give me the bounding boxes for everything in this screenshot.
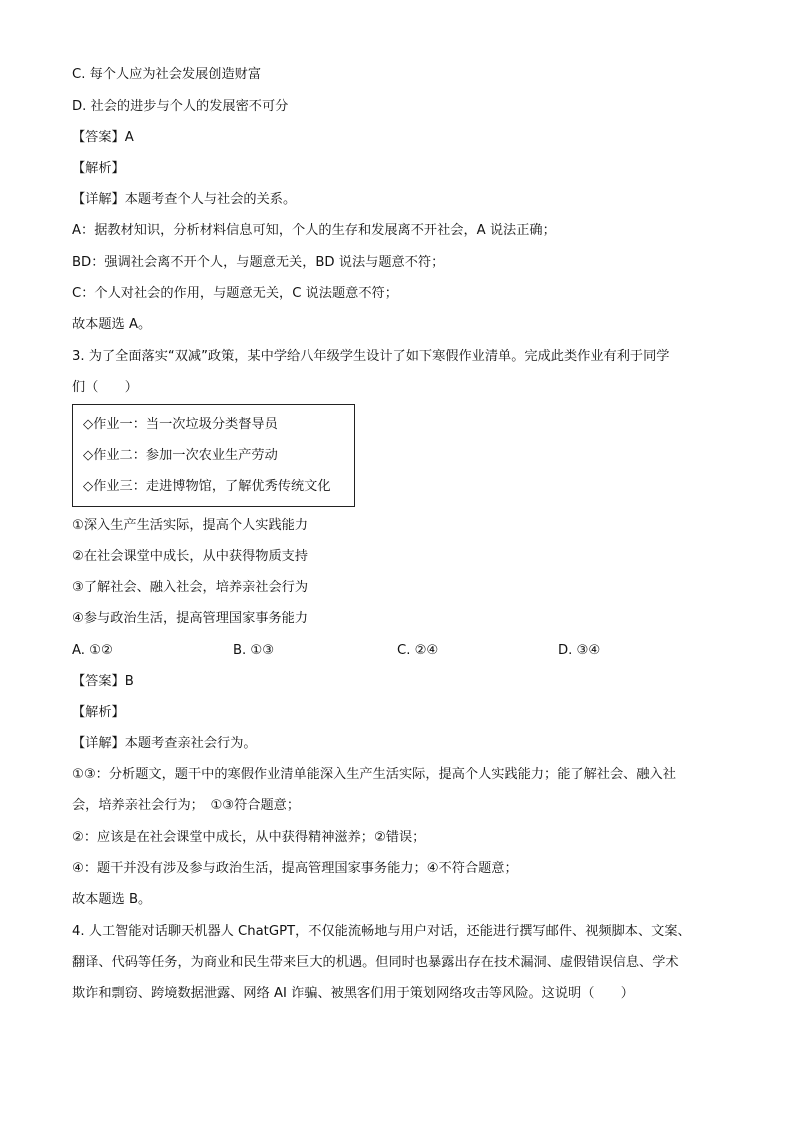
statement-4: ④参与政治生活，提高管理国家事务能力 xyxy=(72,611,309,626)
q4-stem-line1: 4. 人工智能对话聊天机器人 ChatGPT，不仅能流畅地与用户对话，还能进行撰写邮件、视频脚本、文案、 xyxy=(72,924,691,939)
statement-3: ③了解社会、融入社会，培养亲社会行为 xyxy=(72,580,309,595)
choice-b: B. ①③ xyxy=(233,643,275,658)
homework-item: ◇作业二：参加一次农业生产劳动 xyxy=(83,448,278,463)
q3-detail-text: 【详解】本题考查亲社会行为。 xyxy=(72,736,257,751)
statement-2: ②在社会课堂中成长，从中获得物质支持 xyxy=(72,549,309,564)
q3-stem-line2: 们（ ） xyxy=(72,380,138,395)
q3-analysis-title: 【解析】 xyxy=(72,705,125,720)
explanation-bd: BD：强调社会离不开个人，与题意无关，BD 说法与题意不符； xyxy=(72,255,445,270)
choice-a: A. ①② xyxy=(72,643,113,658)
q4-stem-line2: 翻译、代码等任务，为商业和民生带来巨大的机遇。但同时也暴露出存在技术漏洞、虚假错误信息、学术 xyxy=(72,955,679,970)
homework-list-box xyxy=(72,404,355,507)
analysis-title: 【解析】 xyxy=(72,161,125,176)
q3-answer-label: 【答案】B xyxy=(72,674,134,689)
choice-d: D. ③④ xyxy=(558,643,601,658)
q3-explanation-13-line2: 会，培养亲社会行为； ①③符合题意； xyxy=(72,798,301,813)
explanation-c: C：个人对社会的作用，与题意无关，C 说法题意不符； xyxy=(72,286,398,301)
homework-item: ◇作业一：当一次垃圾分类督导员 xyxy=(83,417,278,432)
explanation-a: A：据教材知识，分析材料信息可知，个人的生存和发展离不开社会，A 说法正确； xyxy=(72,223,556,238)
option-d: D. 社会的进步与个人的发展密不可分 xyxy=(72,99,289,114)
homework-item: ◇作业三：走进博物馆，了解优秀传统文化 xyxy=(83,479,331,494)
choice-c: C. ②④ xyxy=(397,643,439,658)
q3-stem-line1: 3. 为了全面落实“双减”政策，某中学给八年级学生设计了如下寒假作业清单。完成此类作业有利于同学 xyxy=(72,349,670,364)
q3-explanation-2: ②：应该是在社会课堂中成长，从中获得精神滋养；②错误； xyxy=(72,830,426,845)
q3-explanation-4: ④：题干并没有涉及参与政治生活，提高管理国家事务能力；④不符合题意； xyxy=(72,861,518,876)
detail-text: 【详解】本题考查个人与社会的关系。 xyxy=(72,192,297,207)
option-c: C. 每个人应为社会发展创造财富 xyxy=(72,67,262,82)
conclusion: 故本题选 A。 xyxy=(72,317,152,332)
q3-explanation-13-line1: ①③：分析题文，题干中的寒假作业清单能深入生产生活实际，提高个人实践能力；能了解社会、融入社 xyxy=(72,767,676,782)
q4-stem-line3: 欺诈和剽窃、跨境数据泄露、网络 AI 诈骗、被黑客们用于策划网络攻击等风险。这说明（ ） xyxy=(72,986,634,1001)
q3-conclusion: 故本题选 B。 xyxy=(72,892,152,907)
answer-label: 【答案】A xyxy=(72,130,134,145)
statement-1: ①深入生产生活实际，提高个人实践能力 xyxy=(72,518,309,533)
